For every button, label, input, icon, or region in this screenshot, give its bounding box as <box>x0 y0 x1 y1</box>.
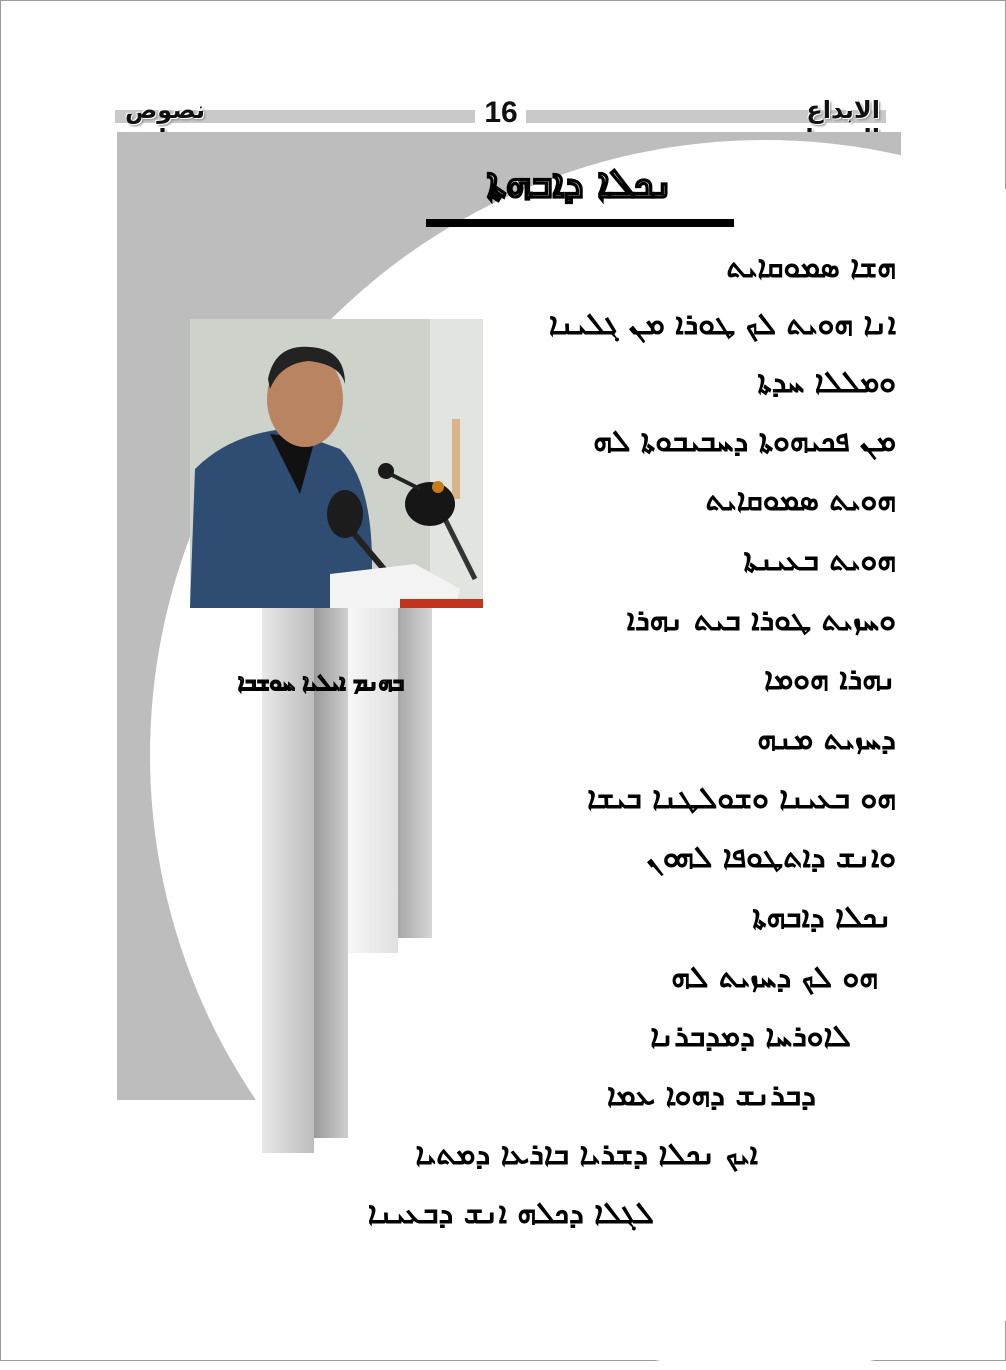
poem-line: ܗܫܐ ܣܡܘܩܐܝܬ <box>726 250 896 285</box>
poem-line: ܘܡܠܠܐ ܚܕܬܐ <box>757 365 896 400</box>
poem-line: ܡܢ ܦܟܝܗܘܬܐ ܕܚܒܝܒܘܬܐ ܠܗ <box>593 424 896 459</box>
poem-line: ܗܘ ܒܥܝܢܐ ܘܫܘܠܛܢܐ ܒܝܫܐ <box>587 781 896 816</box>
decorative-column <box>348 608 398 953</box>
poem-line: ܘܚܙܝܬ ܛܘܪܐ ܒܝܬ ܢܗܪܐ <box>626 603 896 638</box>
poem-line: ܕܒܪܢܫ ܕܗܘܐ ܥܡܐ <box>606 1078 816 1113</box>
poem-line: ܠܐܘܪܚܐ ܕܡܕܒܪܢܐ <box>650 1019 851 1054</box>
poem-line: ܘܐܢܫ ܕܐܬܛܘܦܐ ܠܗܘܢ <box>646 840 896 875</box>
poem-line: ܗܘܝܬ ܣܡܘܩܐܝܬ <box>705 483 896 518</box>
title-underline <box>426 219 734 227</box>
author-caption: ܒܗܢܡ ܐܝܠܝܐ ܚܘܫܒܐ <box>237 670 405 696</box>
author-photo <box>190 319 483 608</box>
poem-line: ܐܝܟ ܢܟܠܐ ܕܫܪܝܐ ܒܐܪܥܐ ܕܡܬܝܐ <box>415 1137 758 1172</box>
poem-line: ܕܚܙܝܬ ܡܢܗ <box>757 722 896 757</box>
poem-line: ܗܘ ܠܟ ܕܚܙܝܬ ܠܗ <box>671 960 878 995</box>
article-title: ܢܟܠܐ ܕܐܒܗܬܐ <box>486 160 674 207</box>
poem-line: ܐܢܐ ܗܘܝܬ ܠܟ ܛܘܪܐ ܡܢ ܓܠܝܢܐ <box>548 307 896 342</box>
header-right-title: الابداع <box>806 96 880 124</box>
poem-line: ܢܟܠܐ ܕܐܒܗܬܐ <box>752 900 892 935</box>
page-number: 16 <box>484 96 518 129</box>
poem-line: ܗܘܝܬ ܒܥܝܢܬܐ <box>743 543 896 578</box>
photo-illustration <box>190 319 483 608</box>
poem-line: ܠܓܠܐ ܕܟܠܗ ܐܢܫ ܕܒܥܝܢܐ <box>367 1196 654 1231</box>
decorative-column <box>398 608 432 938</box>
header-left-title: نصوص <box>125 96 205 124</box>
poem-line: ܢܗܪܐ ܗܘܡܐ <box>764 662 896 697</box>
white-mask-right <box>902 120 1002 1320</box>
